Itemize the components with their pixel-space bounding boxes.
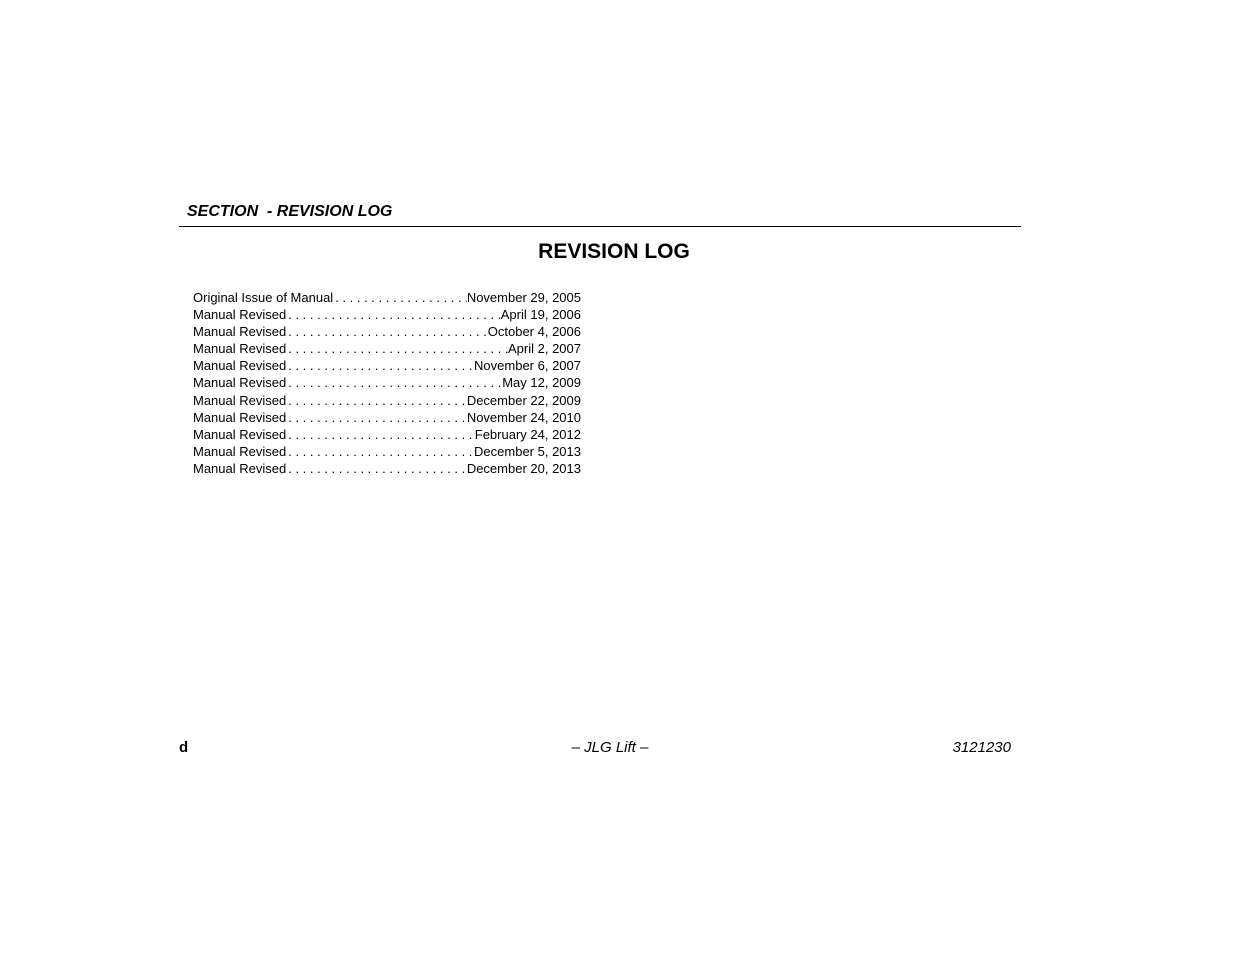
footer-publisher: – JLG Lift – [571, 739, 649, 756]
revision-entry [193, 443, 581, 460]
revision-date: November 29, 2005 [466, 290, 581, 305]
dot-leader [286, 392, 467, 409]
revision-entry [193, 374, 581, 391]
dot-leader [333, 289, 467, 306]
revision-label: Manual Revised [193, 358, 287, 374]
footer-page-letter: d [179, 739, 189, 756]
revision-label: Manual Revised [193, 426, 287, 442]
revision-entry [193, 409, 581, 426]
revision-label: Manual Revised [193, 307, 287, 323]
revision-date: December 22, 2009 [466, 392, 581, 408]
revision-label: Manual Revised [193, 392, 287, 408]
revision-date: April 19, 2006 [500, 307, 581, 323]
revision-log-list [193, 289, 581, 477]
footer-document-number: 3121230 [952, 739, 1011, 756]
revision-date: November 6, 2007 [474, 358, 581, 374]
dot-leader [286, 357, 474, 374]
revision-entry [193, 460, 581, 477]
dot-leader [286, 374, 502, 391]
revision-date: April 2, 2007 [508, 341, 581, 357]
revision-entry [193, 392, 581, 409]
revision-label: Manual Revised [193, 341, 287, 357]
revision-entry [193, 289, 581, 306]
dot-leader [286, 306, 501, 323]
dot-leader [286, 409, 467, 426]
revision-date: December 5, 2013 [474, 443, 581, 459]
page-title: REVISION LOG [538, 240, 690, 263]
dot-leader [286, 340, 508, 357]
revision-date: November 24, 2010 [466, 409, 581, 425]
revision-label: Original Issue of Manual [193, 290, 334, 305]
revision-date: February 24, 2012 [474, 426, 581, 442]
revision-entry [193, 323, 581, 340]
revision-entry [193, 306, 581, 323]
section-header: SECTION - REVISION LOG [187, 203, 393, 220]
revision-label: Manual Revised [193, 443, 287, 459]
revision-entry [193, 357, 581, 374]
revision-label: Manual Revised [193, 324, 287, 340]
dot-leader [286, 443, 474, 460]
revision-date: December 20, 2013 [466, 460, 581, 476]
revision-label: Manual Revised [193, 460, 287, 476]
dot-leader [286, 426, 475, 443]
revision-date: May 12, 2009 [502, 375, 581, 391]
revision-date: October 4, 2006 [487, 324, 581, 340]
revision-label: Manual Revised [193, 375, 287, 391]
revision-entry [193, 340, 581, 357]
dot-leader [286, 323, 488, 340]
dot-leader [286, 460, 467, 477]
header-divider [179, 226, 1021, 227]
revision-entry [193, 426, 581, 443]
revision-label: Manual Revised [193, 409, 287, 425]
